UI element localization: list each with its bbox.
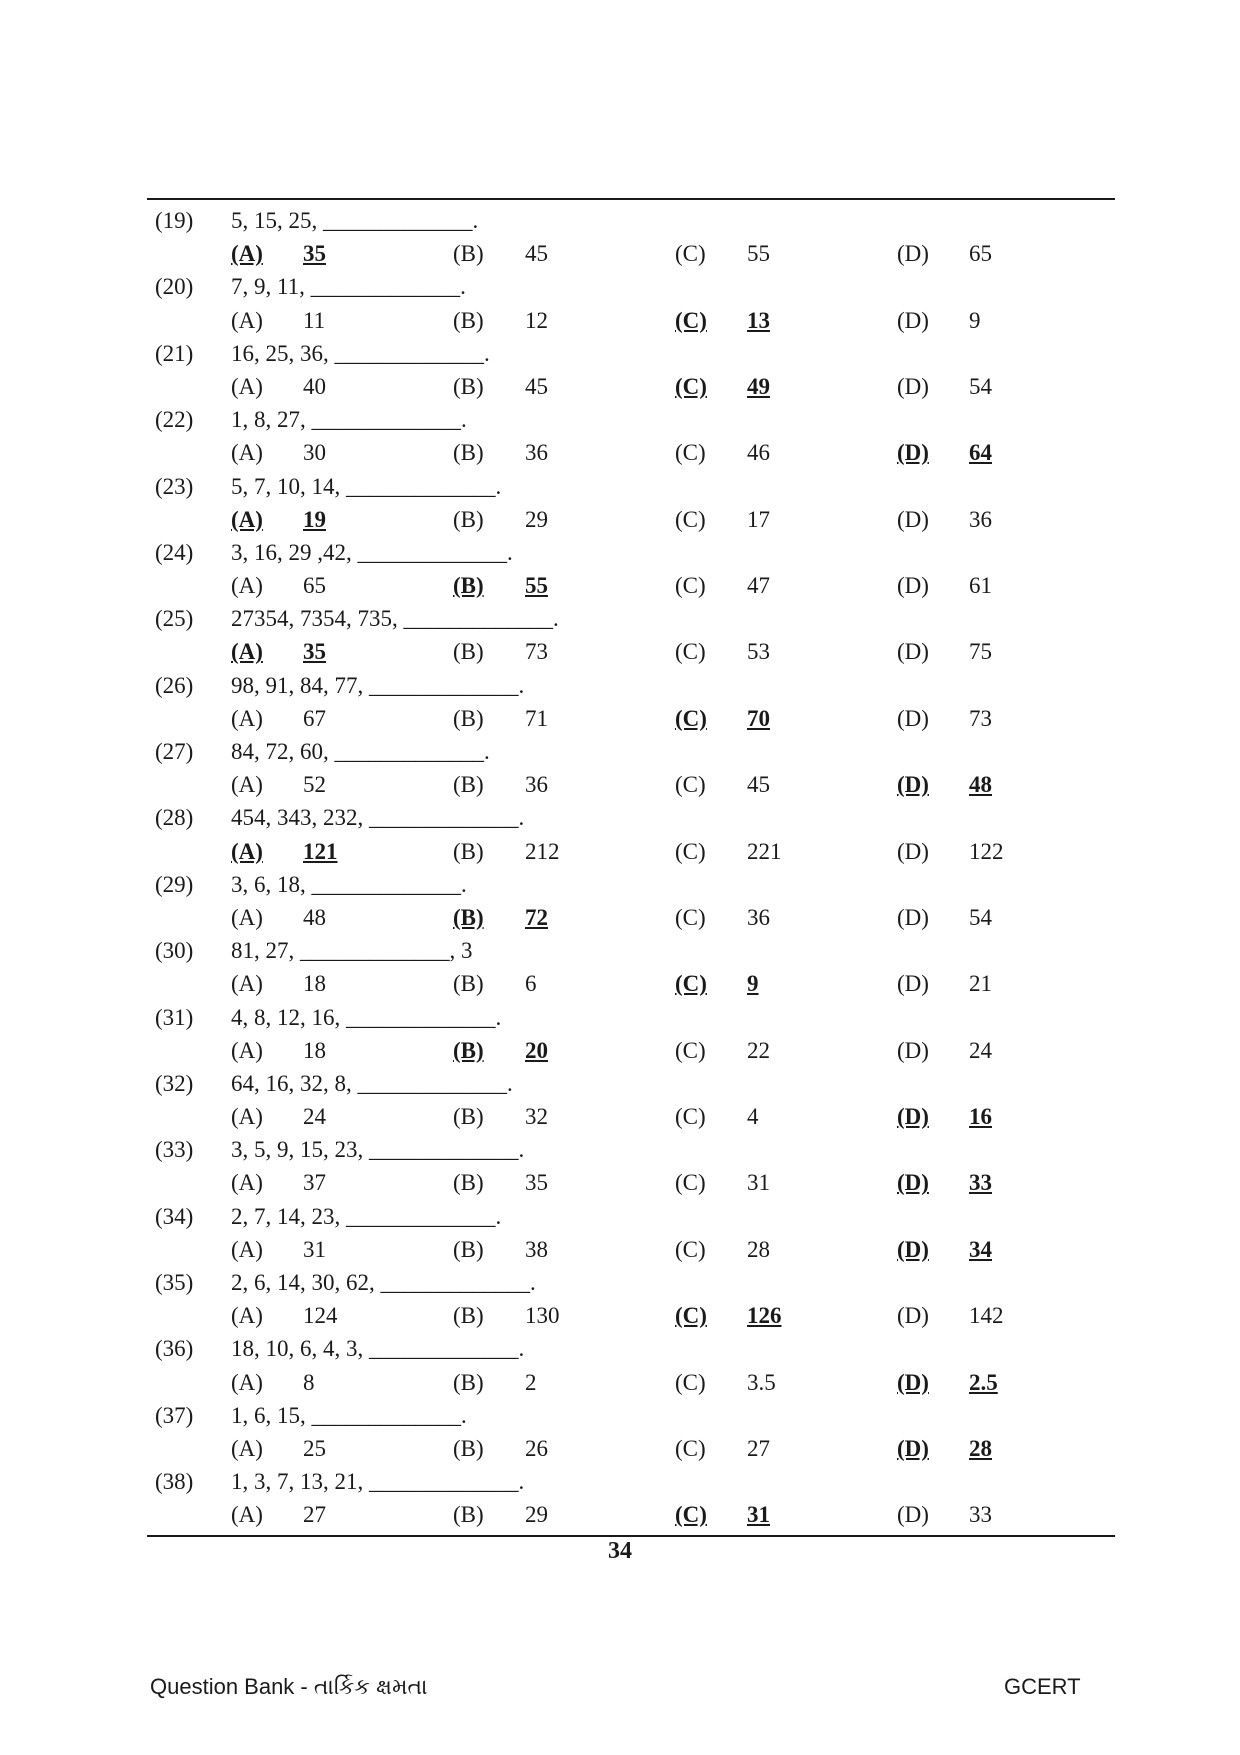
correct-option-value: 35 [303, 241, 326, 267]
question-line [147, 1465, 1115, 1498]
question-number: (27) [155, 739, 194, 764]
option-letter: (A) [231, 1236, 263, 1262]
question-line [147, 1332, 1115, 1365]
option-letter: (D) [897, 241, 929, 267]
question-text: 7, 9, 11, _____________. [231, 274, 466, 300]
question-number: (29) [155, 871, 194, 897]
option-value: 25 [303, 1435, 326, 1461]
option-letter: (A) [231, 307, 263, 333]
option-letter: (D) [897, 1303, 929, 1329]
option-value: 47 [747, 573, 770, 599]
option-value: 67 [303, 705, 326, 731]
question-line [147, 1200, 1115, 1233]
option-value: 73 [969, 705, 992, 731]
options-line [147, 370, 1115, 403]
correct-option-letter: (D) [897, 1369, 929, 1395]
option-letter: (C) [675, 772, 706, 798]
option-letter: (A) [231, 1369, 263, 1395]
option-value: 32 [525, 1104, 548, 1130]
option-letter: (B) [453, 971, 484, 997]
correct-option-value: 70 [747, 705, 770, 731]
question-number: (35) [155, 1270, 194, 1295]
options-line [147, 436, 1115, 469]
option-letter: (B) [453, 1236, 484, 1262]
correct-option-letter: (B) [453, 1037, 484, 1063]
option-value: 11 [303, 307, 326, 333]
question-line [147, 470, 1115, 503]
correct-option-letter: (A) [231, 639, 263, 665]
option-letter: (D) [897, 1037, 929, 1063]
options-line [147, 1432, 1115, 1465]
option-letter: (C) [675, 1037, 706, 1063]
option-value: 17 [747, 506, 770, 532]
option-value: 30 [303, 440, 326, 466]
correct-option-letter: (C) [675, 971, 707, 997]
option-value: 54 [969, 373, 992, 399]
option-value: 45 [525, 373, 548, 399]
correct-option-value: 16 [969, 1104, 992, 1130]
question-line [147, 801, 1115, 834]
option-letter: (D) [897, 971, 929, 997]
option-value: 46 [747, 440, 770, 466]
bottom-rule [147, 1535, 1115, 1537]
option-letter: (B) [453, 705, 484, 731]
option-letter: (D) [897, 373, 929, 399]
question-number: (24) [155, 539, 194, 565]
option-letter: (C) [675, 1104, 706, 1130]
option-letter: (C) [675, 573, 706, 599]
question-line [147, 1001, 1115, 1034]
option-letter: (A) [231, 1170, 263, 1196]
options-line [147, 702, 1115, 735]
option-value: 8 [303, 1369, 315, 1395]
option-letter: (D) [897, 506, 929, 532]
option-letter: (C) [675, 506, 706, 532]
option-letter: (C) [675, 1170, 706, 1196]
option-value: 53 [747, 639, 770, 665]
option-value: 48 [303, 904, 326, 930]
option-letter: (B) [453, 1303, 484, 1329]
option-letter: (D) [897, 1502, 929, 1528]
question-number: (36) [155, 1336, 194, 1362]
correct-option-value: 20 [525, 1037, 548, 1063]
question-text: 4, 8, 12, 16, _____________. [231, 1004, 502, 1030]
option-letter: (D) [897, 705, 929, 731]
option-value: 26 [525, 1435, 548, 1461]
option-value: 18 [303, 1037, 326, 1063]
correct-option-value: 13 [747, 307, 770, 333]
correct-option-letter: (B) [453, 573, 484, 599]
correct-option-letter: (C) [675, 705, 707, 731]
correct-option-value: 64 [969, 440, 992, 466]
options-line [147, 1233, 1115, 1266]
option-letter: (B) [453, 506, 484, 532]
correct-option-value: 126 [747, 1303, 782, 1329]
page-number: 34 [608, 1538, 632, 1564]
option-letter: (B) [453, 1369, 484, 1395]
option-letter: (D) [897, 904, 929, 930]
option-letter: (B) [453, 307, 484, 333]
option-letter: (D) [897, 573, 929, 599]
question-line [147, 602, 1115, 635]
option-letter: (A) [231, 1303, 263, 1329]
option-letter: (D) [897, 838, 929, 864]
question-list [147, 204, 1115, 1532]
options-line [147, 1034, 1115, 1067]
option-value: 35 [525, 1170, 548, 1196]
option-value: 21 [969, 971, 992, 997]
option-letter: (B) [453, 373, 484, 399]
question-line [147, 934, 1115, 967]
question-text: 64, 16, 32, 8, _____________. [231, 1070, 513, 1096]
option-letter: (D) [897, 639, 929, 665]
question-number: (38) [155, 1469, 194, 1495]
question-number: (28) [155, 805, 194, 831]
option-letter: (C) [675, 639, 706, 665]
question-number: (21) [155, 340, 194, 366]
option-value: 45 [747, 772, 770, 798]
question-line [147, 868, 1115, 901]
question-text: 3, 16, 29 ,42, _____________. [231, 539, 513, 565]
option-letter: (A) [231, 1435, 263, 1461]
option-value: 36 [969, 506, 992, 532]
question-line [147, 1399, 1115, 1432]
correct-option-value: 121 [303, 838, 338, 864]
option-value: 65 [969, 241, 992, 267]
correct-option-letter: (A) [231, 838, 263, 864]
option-value: 40 [303, 373, 326, 399]
option-value: 2 [525, 1369, 537, 1395]
option-value: 18 [303, 971, 326, 997]
question-line [147, 204, 1115, 237]
question-text: 18, 10, 6, 4, 3, _____________. [231, 1336, 525, 1362]
question-text: 3, 5, 9, 15, 23, _____________. [231, 1137, 525, 1163]
option-value: 61 [969, 573, 992, 599]
option-letter: (B) [453, 1104, 484, 1130]
question-text: 2, 7, 14, 23, _____________. [231, 1203, 502, 1229]
option-letter: (C) [675, 1236, 706, 1262]
question-line [147, 1067, 1115, 1100]
question-text: 1, 8, 27, _____________. [231, 407, 467, 433]
question-line [147, 270, 1115, 303]
option-value: 45 [525, 241, 548, 267]
option-value: 54 [969, 904, 992, 930]
correct-option-letter: (A) [231, 506, 263, 532]
option-value: 31 [303, 1236, 326, 1262]
option-value: 124 [303, 1303, 338, 1329]
option-value: 73 [525, 639, 548, 665]
option-letter: (A) [231, 440, 263, 466]
option-value: 55 [747, 241, 770, 267]
correct-option-value: 35 [303, 639, 326, 665]
question-text: 27354, 7354, 735, _____________. [231, 606, 559, 632]
question-line [147, 669, 1115, 702]
option-letter: (D) [897, 307, 929, 333]
question-number: (26) [155, 672, 194, 698]
option-letter: (A) [231, 1037, 263, 1063]
option-value: 122 [969, 838, 1004, 864]
option-letter: (A) [231, 573, 263, 599]
option-value: 29 [525, 1502, 548, 1528]
option-value: 24 [969, 1037, 992, 1063]
question-text: 84, 72, 60, _____________. [231, 739, 490, 764]
options-line [147, 967, 1115, 1000]
correct-option-value: 33 [969, 1170, 992, 1196]
question-line [147, 735, 1115, 768]
question-line [147, 536, 1115, 569]
option-value: 27 [303, 1502, 326, 1528]
footer-publisher: GCERT [1004, 1674, 1081, 1699]
option-letter: (B) [453, 1502, 484, 1528]
question-line [147, 403, 1115, 436]
option-value: 52 [303, 772, 326, 798]
option-letter: (C) [675, 838, 706, 864]
option-value: 212 [525, 838, 560, 864]
question-number: (22) [155, 407, 194, 433]
option-letter: (B) [453, 838, 484, 864]
options-line [147, 768, 1115, 801]
question-number: (34) [155, 1203, 194, 1229]
question-number: (37) [155, 1402, 194, 1428]
option-letter: (C) [675, 904, 706, 930]
question-line [147, 1266, 1115, 1299]
correct-option-letter: (A) [231, 241, 263, 267]
question-line [147, 1133, 1115, 1166]
question-text: 5, 7, 10, 14, _____________. [231, 473, 502, 499]
correct-option-value: 72 [525, 904, 548, 930]
question-line [147, 337, 1115, 370]
question-number: (32) [155, 1070, 194, 1096]
options-line [147, 237, 1115, 270]
options-line [147, 1498, 1115, 1531]
option-value: 36 [747, 904, 770, 930]
correct-option-value: 34 [969, 1236, 992, 1262]
option-value: 9 [969, 307, 981, 333]
question-text: 2, 6, 14, 30, 62, _____________. [231, 1270, 536, 1295]
option-letter: (C) [675, 1369, 706, 1395]
option-value: 38 [525, 1236, 548, 1262]
question-number: (19) [155, 208, 194, 233]
options-line [147, 569, 1115, 602]
option-letter: (B) [453, 440, 484, 466]
option-letter: (A) [231, 971, 263, 997]
option-value: 221 [747, 838, 782, 864]
option-letter: (A) [231, 1104, 263, 1130]
correct-option-letter: (C) [675, 373, 707, 399]
question-number: (20) [155, 274, 194, 300]
question-text: 454, 343, 232, _____________. [231, 805, 525, 831]
question-text: 1, 6, 15, _____________. [231, 1402, 467, 1428]
options-line [147, 503, 1115, 536]
question-number: (23) [155, 473, 194, 499]
option-value: 65 [303, 573, 326, 599]
option-value: 130 [525, 1303, 560, 1329]
correct-option-value: 48 [969, 772, 992, 798]
question-number: (31) [155, 1004, 194, 1030]
correct-option-value: 31 [747, 1502, 770, 1528]
correct-option-letter: (D) [897, 772, 929, 798]
option-letter: (B) [453, 639, 484, 665]
options-line [147, 1366, 1115, 1399]
correct-option-letter: (C) [675, 307, 707, 333]
option-value: 12 [525, 307, 548, 333]
option-letter: (A) [231, 373, 263, 399]
correct-option-letter: (D) [897, 1170, 929, 1196]
option-value: 75 [969, 639, 992, 665]
question-text: 1, 3, 7, 13, 21, _____________. [231, 1469, 525, 1495]
correct-option-value: 9 [747, 971, 759, 997]
option-letter: (C) [675, 1435, 706, 1461]
correct-option-value: 19 [303, 506, 326, 532]
option-value: 4 [747, 1104, 759, 1130]
option-letter: (B) [453, 1435, 484, 1461]
question-text: 16, 25, 36, _____________. [231, 340, 490, 366]
question-text: 5, 15, 25, _____________. [231, 208, 479, 233]
options-line [147, 635, 1115, 668]
correct-option-letter: (C) [675, 1502, 707, 1528]
option-value: 31 [747, 1170, 770, 1196]
options-line [147, 1299, 1115, 1332]
top-rule [147, 198, 1115, 200]
option-letter: (B) [453, 241, 484, 267]
option-value: 22 [747, 1037, 770, 1063]
correct-option-letter: (D) [897, 440, 929, 466]
option-letter: (A) [231, 705, 263, 731]
question-number: (33) [155, 1137, 194, 1163]
option-value: 27 [747, 1435, 770, 1461]
option-value: 142 [969, 1303, 1004, 1329]
correct-option-value: 49 [747, 373, 770, 399]
question-number: (30) [155, 938, 194, 964]
correct-option-value: 2.5 [969, 1369, 998, 1395]
option-letter: (B) [453, 772, 484, 798]
correct-option-letter: (B) [453, 904, 484, 930]
option-value: 71 [525, 705, 548, 731]
question-text: 3, 6, 18, _____________. [231, 871, 467, 897]
option-letter: (A) [231, 904, 263, 930]
option-letter: (C) [675, 241, 706, 267]
option-value: 36 [525, 772, 548, 798]
option-letter: (A) [231, 772, 263, 798]
options-line [147, 304, 1115, 337]
option-value: 29 [525, 506, 548, 532]
correct-option-value: 55 [525, 573, 548, 599]
correct-option-letter: (D) [897, 1236, 929, 1262]
option-letter: (A) [231, 1502, 263, 1528]
option-letter: (B) [453, 1170, 484, 1196]
option-letter: (C) [675, 440, 706, 466]
option-value: 36 [525, 440, 548, 466]
question-text: 81, 27, _____________, 3 [231, 938, 473, 964]
option-value: 28 [747, 1236, 770, 1262]
correct-option-letter: (D) [897, 1104, 929, 1130]
option-value: 6 [525, 971, 537, 997]
option-value: 37 [303, 1170, 326, 1196]
options-line [147, 1100, 1115, 1133]
correct-option-value: 28 [969, 1435, 992, 1461]
question-number: (25) [155, 606, 194, 632]
correct-option-letter: (C) [675, 1303, 707, 1329]
question-text: 98, 91, 84, 77, _____________. [231, 672, 525, 698]
options-line [147, 901, 1115, 934]
correct-option-letter: (D) [897, 1435, 929, 1461]
option-value: 3.5 [747, 1369, 776, 1395]
options-line [147, 835, 1115, 868]
option-value: 33 [969, 1502, 992, 1528]
option-value: 24 [303, 1104, 326, 1130]
footer-title: Question Bank - તાર્કિક ક્ષમતા [150, 1674, 428, 1699]
options-line [147, 1166, 1115, 1199]
